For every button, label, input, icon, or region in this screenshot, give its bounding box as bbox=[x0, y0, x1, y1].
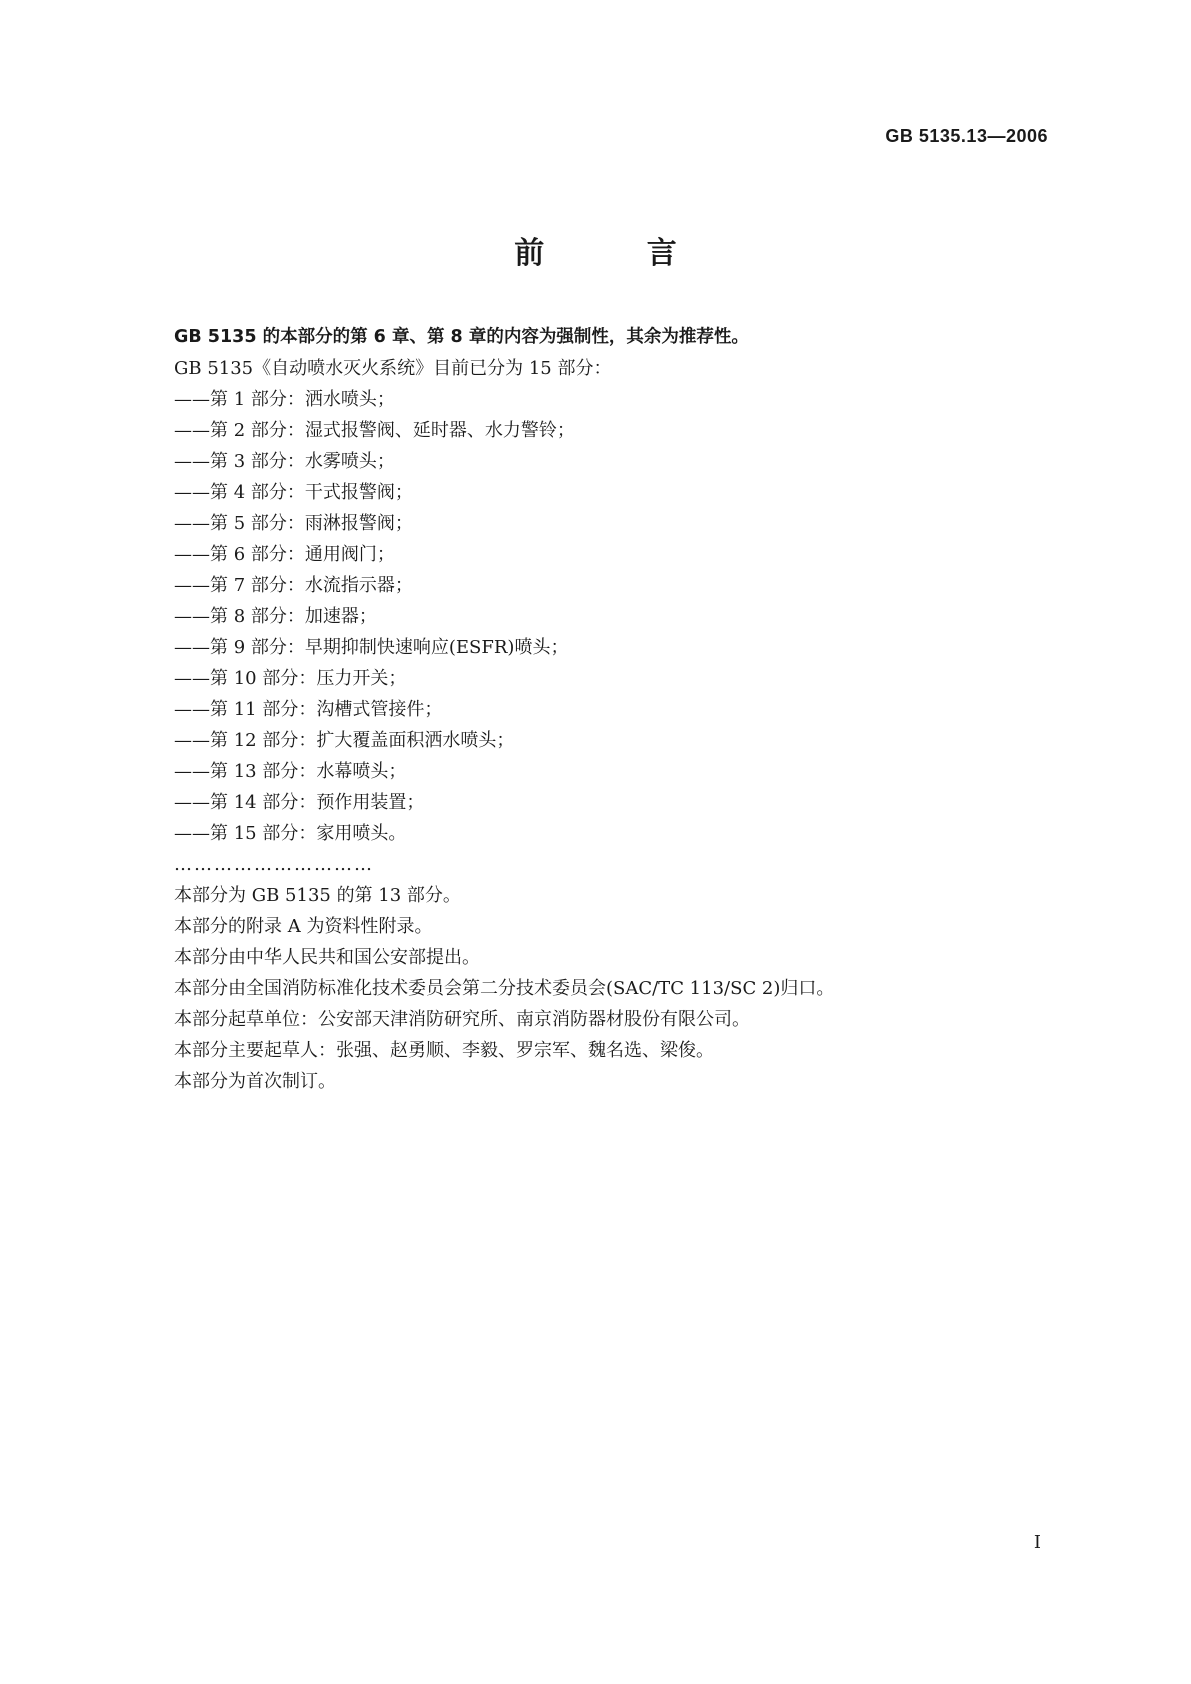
part-item: ——第 10 部分：压力开关； bbox=[174, 668, 407, 689]
part-item: ——第 3 部分：水雾喷头； bbox=[174, 451, 395, 472]
part-item: ——第 5 部分：雨淋报警阀； bbox=[174, 513, 413, 534]
part-item: ——第 4 部分：干式报警阀； bbox=[174, 482, 413, 503]
part-item: ——第 1 部分：洒水喷头； bbox=[174, 389, 395, 410]
page-number: I bbox=[1033, 1532, 1041, 1553]
series-intro: GB 5135《自动喷水灭火系统》目前已分为 15 部分： bbox=[174, 358, 612, 379]
part-item: ——第 12 部分：扩大覆盖面积洒水喷头； bbox=[174, 730, 515, 751]
statement-line: 本部分的附录 A 为资料性附录。 bbox=[174, 916, 433, 937]
part-item: ——第 13 部分：水幕喷头； bbox=[174, 761, 407, 782]
part-item: ——第 14 部分：预作用装置； bbox=[174, 792, 425, 813]
part-item: ——第 15 部分：家用喷头。 bbox=[174, 823, 407, 844]
statement-line: 本部分主要起草人：张强、赵勇顺、李毅、罗宗军、魏名选、梁俊。 bbox=[174, 1040, 714, 1061]
standard-code-header: GB 5135.13—2006 bbox=[885, 126, 1048, 146]
mandatory-statement: GB 5135 的本部分的第 6 章、第 8 章的内容为强制性，其余为推荐性。 bbox=[174, 327, 749, 347]
statements-list bbox=[174, 880, 1034, 1097]
part-item: ——第 7 部分：水流指示器； bbox=[174, 575, 413, 596]
part-item: ——第 8 部分：加速器； bbox=[174, 606, 377, 627]
statement-line: 本部分为首次制订。 bbox=[174, 1071, 336, 1092]
part-item: ——第 11 部分：沟槽式管接件； bbox=[174, 699, 443, 720]
statement-line: 本部分由中华人民共和国公安部提出。 bbox=[174, 947, 480, 968]
part-item: ——第 6 部分：通用阀门； bbox=[174, 544, 395, 565]
part-item: ——第 9 部分：早期抑制快速响应(ESFR)喷头； bbox=[174, 637, 569, 658]
statement-line: 本部分起草单位：公安部天津消防研究所、南京消防器材股份有限公司。 bbox=[174, 1009, 750, 1030]
statement-line: 本部分由全国消防标准化技术委员会第二分技术委员会(SAC/TC 113/SC 2)归口。 bbox=[174, 978, 835, 999]
statement-line: 本部分为 GB 5135 的第 13 部分。 bbox=[174, 885, 461, 906]
parts-list bbox=[174, 384, 1034, 849]
page-title: 前 言 bbox=[514, 236, 723, 271]
part-item: ——第 2 部分：湿式报警阀、延时器、水力警铃； bbox=[174, 420, 575, 441]
ellipsis-separator: ………………………… bbox=[174, 854, 374, 875]
foreword-content bbox=[174, 322, 1034, 1097]
